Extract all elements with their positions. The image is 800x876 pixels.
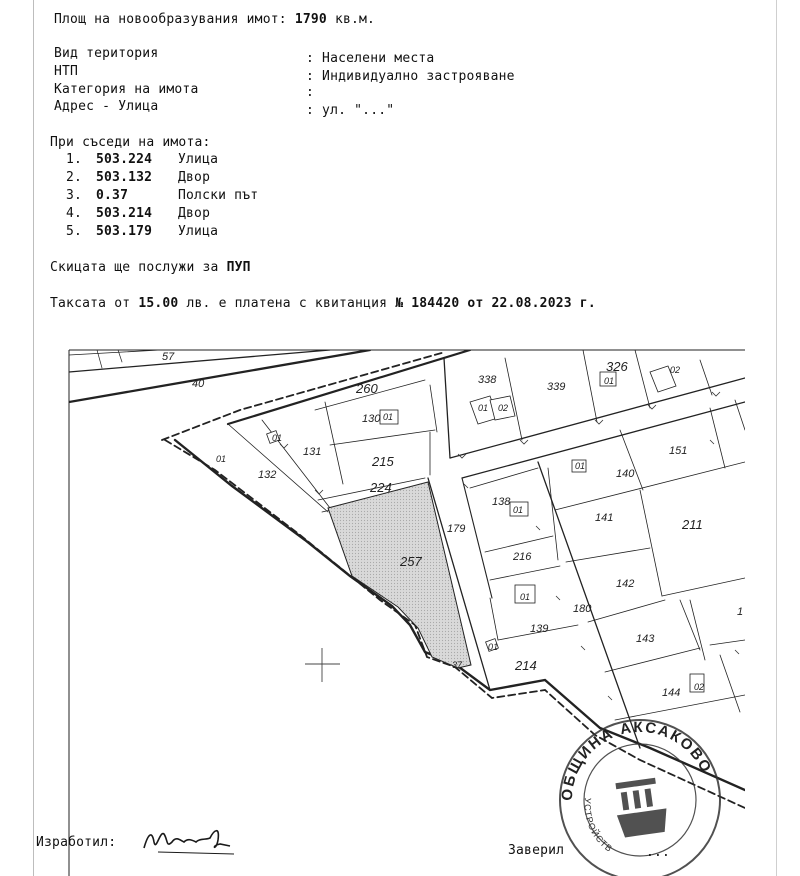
parcel-label: 132: [258, 469, 277, 481]
parcel-boundary: [430, 385, 437, 432]
boundary-tick: [710, 440, 714, 444]
building-label: 01: [575, 461, 586, 471]
parcel-boundary: [330, 430, 435, 445]
parcel-label: 131: [303, 446, 322, 458]
parcel-boundary: [470, 468, 538, 488]
building-label: 01: [478, 403, 489, 413]
boundary-tick: [556, 596, 560, 600]
parcel-label: 140: [616, 468, 635, 480]
neighbour-type: Двор: [178, 170, 211, 185]
purpose-value: ПУП: [226, 260, 251, 275]
parcel-boundary: [490, 598, 498, 640]
boundary-tick: [595, 420, 603, 424]
parcel-label: 338: [478, 374, 497, 386]
municipality-stamp: [549, 708, 730, 876]
parcel-label: 1: [737, 606, 744, 618]
detail-value: : Населени места: [306, 51, 435, 66]
building-label: 02: [670, 365, 681, 375]
parcel-label: 211: [682, 517, 703, 532]
parcel-boundary: [620, 430, 643, 490]
grid-crosshair: [305, 648, 340, 682]
neighbours-title: При съседи на имота:: [50, 135, 211, 150]
neighbour-type: Улица: [178, 224, 219, 239]
boundary-tick: [608, 696, 612, 700]
building-label: 01: [488, 642, 499, 652]
neighbour-id: 503.224: [96, 152, 153, 167]
road-edge: [462, 478, 492, 598]
parcel-boundary: [710, 640, 745, 645]
boundary-tick: [712, 392, 720, 396]
parcel-boundary: [566, 548, 650, 562]
parcel-boundary: [710, 408, 725, 468]
neighbour-num: 1.: [66, 152, 83, 167]
area-value: 1790: [294, 12, 327, 27]
detail-label: Вид територия: [54, 46, 159, 61]
detail-value: : Индивидуално застрояване: [306, 69, 515, 84]
purpose-text: Скицата ще послужи за: [50, 260, 219, 275]
neighbour-id: 503.214: [96, 206, 153, 221]
parcel-label: 37: [452, 660, 463, 670]
neighbour-id: 503.179: [96, 224, 153, 239]
parcel-label: 257: [400, 554, 422, 569]
parcel-boundary: [720, 655, 740, 712]
neighbour-num: 3.: [66, 188, 83, 203]
detail-label: Категория на имота: [54, 82, 199, 97]
parcel-label: 143: [636, 633, 655, 645]
neighbour-type: Двор: [178, 206, 211, 221]
building-label: 02: [498, 403, 509, 413]
building-label: 01: [216, 454, 227, 464]
signature: [140, 812, 240, 862]
neighbour-id: 0.37: [96, 188, 129, 203]
parcel-label: 144: [662, 687, 681, 699]
fee-text-1: Таксата от: [50, 296, 131, 311]
parcel-label: 180: [573, 603, 592, 615]
parcel-boundary: [662, 578, 745, 596]
territory-boundary: [162, 352, 445, 440]
detail-label: Адрес - Улица: [54, 99, 159, 114]
parcel-boundary: [640, 490, 662, 596]
parcel-label: 339: [547, 381, 566, 393]
boundary-tick: [581, 646, 585, 650]
parcel-boundary: [490, 566, 560, 580]
parcel-label: 142: [616, 578, 635, 590]
parcel-boundary: [605, 648, 700, 672]
parcel-label: 130: [362, 413, 381, 425]
neighbour-num: 2.: [66, 170, 83, 185]
detail-value: : ул. "...": [306, 103, 395, 118]
parcel-boundary: [583, 350, 597, 422]
road-edge: [228, 350, 470, 424]
made-by-label: Изработил:: [36, 835, 117, 850]
fee-text-2: лв. е платена с квитанция: [186, 296, 388, 311]
parcel-boundary: [635, 350, 650, 408]
verified-label: Заверил: [508, 843, 565, 858]
parcel-label: 179: [447, 523, 466, 535]
parcel-label: 40: [192, 378, 205, 390]
parcel-label: 215: [372, 454, 394, 469]
neighbour-num: 5.: [66, 224, 83, 239]
building-label: 01: [520, 592, 531, 602]
parcel-boundary: [325, 402, 343, 484]
parcel-label: 214: [515, 658, 537, 673]
parcel-label: 57: [162, 351, 175, 363]
coat-of-arms-icon: [612, 777, 669, 838]
area-unit: кв.м.: [334, 12, 376, 27]
detail-label: НТП: [54, 64, 79, 79]
fee-receipt: № 184420 от 22.08.2023 г.: [395, 296, 596, 311]
parcel-boundary: [588, 600, 665, 622]
parcel-boundary: [485, 536, 553, 552]
detail-value: :: [306, 85, 315, 100]
boundary-tick: [536, 526, 540, 530]
parcel-label: 260: [356, 381, 378, 396]
road-edge: [444, 358, 450, 458]
parcel-label: 141: [595, 512, 614, 524]
verified-value: ...: [646, 845, 671, 860]
boundary-tick: [520, 440, 528, 444]
fee-amount: 15.00: [138, 296, 179, 311]
neighbour-num: 4.: [66, 206, 83, 221]
stamp-text-top: ОБЩИНА АКСАКОВО: [558, 718, 716, 802]
boundary-tick: [735, 650, 739, 654]
building-label: 02: [694, 682, 705, 692]
building-label: 01: [383, 412, 394, 422]
stamp-text-side: УСТРОЙСТВ: [582, 797, 615, 855]
parcel-label: 224: [370, 480, 392, 495]
parcel-boundary: [735, 400, 745, 430]
area-label: Площ на новообразувания имот:: [54, 12, 287, 27]
building-label: 01: [272, 433, 283, 443]
parcel-boundary: [69, 350, 160, 355]
parcel-label: 138: [492, 496, 511, 508]
parcel-boundary: [69, 350, 330, 372]
parcel-boundary: [97, 350, 102, 368]
parcel-label: 326: [606, 359, 628, 374]
parcel-boundary: [680, 600, 700, 650]
building-label: 01: [513, 505, 524, 515]
parcel-label: 139: [530, 623, 549, 635]
parcel-label: 151: [669, 445, 688, 457]
neighbour-id: 503.132: [96, 170, 153, 185]
parcel-label: 216: [513, 551, 532, 563]
building-label: 01: [604, 376, 615, 386]
neighbour-type: Полски път: [178, 188, 259, 203]
neighbour-type: Улица: [178, 152, 219, 167]
